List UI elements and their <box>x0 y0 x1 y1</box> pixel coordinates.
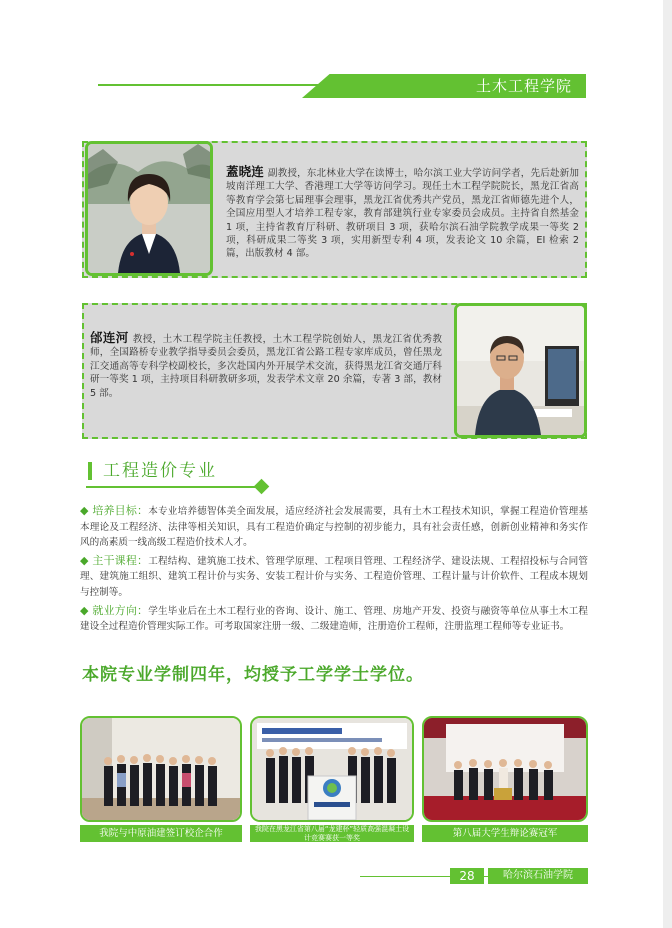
section-diamond <box>254 479 270 495</box>
profile-name: 蓋晓连 <box>226 164 264 179</box>
header-title: 土木工程学院 <box>475 77 572 95</box>
event-caption-2: 我院在黑龙江省第八届“龙建杯”轻质高强混凝土设计竞赛赛获一等奖 <box>250 825 414 842</box>
program-courses-label: ◆ 主干课程： <box>80 553 149 567</box>
program-careers-text: 学生毕业后在土木工程行业的咨询、设计、施工、管理、房地产开发、投资与融资等单位从事土木工程建设全过程造价管理实际工作。可考取国家注册一级、二级建造师，注册造价工程师，注册监理工程师等专业证书。 <box>80 605 588 633</box>
program-courses <box>80 553 588 601</box>
program-goal-text: 本专业培养德智体美全面发展，适应经济社会发展需要，具有土木工程技术知识，掌握工程造价管理基本理论及工程经济、法律等相关知识，具有工程造价确定与控制的初步能力，具有社会责任感，创新创业精神和务实作风的高素质一线高级工程造价技术人才。 <box>80 506 588 549</box>
event-caption-3: 第八届大学生辩论赛冠军 <box>422 825 588 842</box>
program-careers <box>80 603 588 635</box>
program-goal <box>80 503 588 551</box>
profile-photo-1 <box>85 141 213 276</box>
page-number: 28 <box>450 868 484 884</box>
profile-text-2 <box>90 331 442 400</box>
program-careers-label: ◆ 就业方向： <box>80 603 149 617</box>
profile-name: 邰连河 <box>90 330 129 345</box>
profile-bio: 副教授，东北林业大学在读博士，哈尔滨工业大学访问学者，先后赴新加坡南洋理工大学、香港理工大学等访问学习。现任土木工程学院院长，黑龙江省高等教育学会第七届理事会理事，黑龙江省优秀共产党员，黑龙江省师德先进个人，全国应用型人才培养工程专家，教育部建筑行业专家委员会成员。主持省自然基金 1 项，主持省教育厅科研、教研项目 3 项，获哈尔滨石油学院教学成果一等奖 2 项，科研成果二等奖 3 项，实用新型专利 4 项，发表论文 10 余篇，EI 检索 2 篇，出版教材 4 部。 <box>226 168 579 260</box>
event-photo-1 <box>80 716 242 822</box>
event-caption-1: 我院与中原油建签订校企合作 <box>80 825 242 842</box>
footer-school-name: 哈尔滨石油学院 <box>488 868 588 884</box>
event-photo-3 <box>422 716 588 822</box>
program-courses-text: 工程结构、建筑施工技术、管理学原理、工程项目管理、工程经济学、建设法规、工程招投标与合同管理、建筑施工组织、建筑工程计价与实务、安装工程计价与实务、工程造价管理、工程计量与计价软件、工程成本规划与控制等。 <box>80 555 588 598</box>
event-photo-2 <box>250 716 414 822</box>
slogan: 本院专业学制四年，均授予工学学士学位。 <box>82 665 424 685</box>
page-edge-shadow <box>663 0 672 928</box>
profile-bio: 教授，土木工程学院主任教授，土木工程学院创始人，黑龙江省优秀教师，全国路桥专业教学指导委员会委员，黑龙江省公路工程专家库成员，曾任黑龙江交通高等专科学校副校长，多次赴国内外开展学术交流，获得黑龙江省交通厅科研一等奖 1 项，主持项目科研教研多项，发表学术文章 20 余篇，专著 3 部，教材 5 部。 <box>90 334 442 399</box>
section-marker <box>88 462 92 480</box>
section-title: 工程造价专业 <box>103 461 217 481</box>
profile-photo-2 <box>454 303 587 438</box>
program-description <box>80 503 588 637</box>
header-end-cap <box>578 74 586 98</box>
section-rule <box>86 486 262 488</box>
program-goal-label: ◆ 培养目标： <box>80 504 149 517</box>
profile-text-1 <box>226 165 579 261</box>
